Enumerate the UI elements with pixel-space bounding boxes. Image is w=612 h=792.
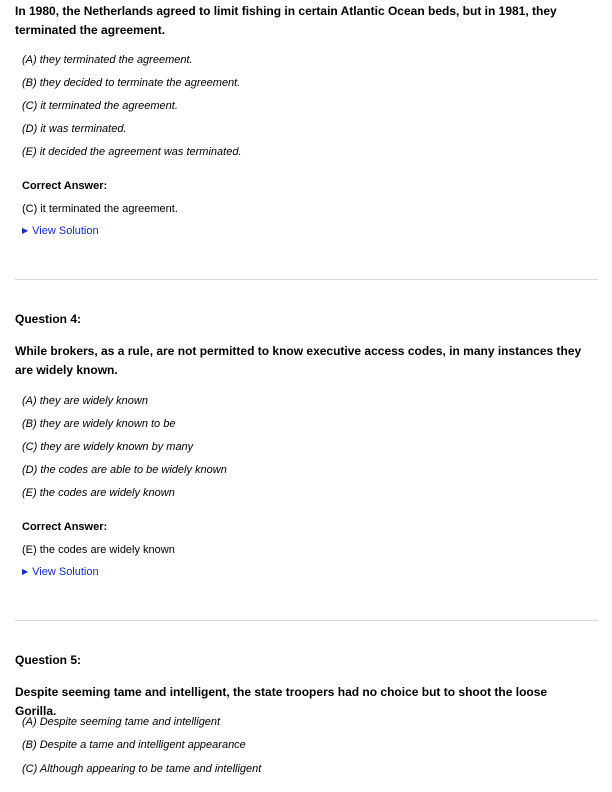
question-4-stem: While brokers, as a rule, are not permitted to know executive access codes, in many instances they are widely known. bbox=[15, 344, 582, 377]
question-4-label: Question 4: bbox=[15, 312, 82, 326]
question-3-option-a: (A) they terminated the agreement. bbox=[22, 54, 193, 66]
triangle-right-icon: ▶ bbox=[22, 567, 29, 576]
question-4-option-e: (E) the codes are widely known bbox=[22, 487, 175, 499]
divider bbox=[15, 620, 598, 621]
question-3-option-e: (E) it decided the agreement was terminated. bbox=[22, 146, 242, 158]
question-5-option-b: (B) Despite a tame and intelligent appearance bbox=[22, 739, 246, 751]
question-4-option-c: (C) they are widely known by many bbox=[22, 441, 194, 453]
question-3-option-b: (B) they decided to terminate the agreement. bbox=[22, 77, 241, 89]
question-3-correct-answer-label: Correct Answer: bbox=[22, 180, 108, 192]
divider bbox=[15, 279, 598, 280]
triangle-right-icon: ▶ bbox=[22, 226, 29, 235]
question-3-correct-answer-value: (C) it terminated the agreement. bbox=[22, 203, 178, 215]
question-5-option-c: (C) Although appearing to be tame and intelligent bbox=[22, 763, 262, 775]
question-4-option-b: (B) they are widely known to be bbox=[22, 418, 176, 430]
question-3-option-c: (C) it terminated the agreement. bbox=[22, 100, 178, 112]
question-3-option-d: (D) it was terminated. bbox=[22, 123, 127, 135]
question-5-label: Question 5: bbox=[15, 653, 82, 667]
question-4-correct-answer-value: (E) the codes are widely known bbox=[22, 544, 175, 556]
question-4-correct-answer-label: Correct Answer: bbox=[22, 521, 108, 533]
question-3-view-solution-link[interactable] bbox=[22, 224, 99, 238]
question-4-option-d: (D) the codes are able to be widely known bbox=[22, 464, 227, 476]
question-4-view-solution-link[interactable] bbox=[22, 565, 99, 579]
question-5-stem: Despite seeming tame and intelligent, the state troopers had no choice but to shoot the loose Gorilla. bbox=[15, 685, 548, 718]
question-5-option-a: (A) Despite seeming tame and intelligent bbox=[22, 716, 221, 728]
question-3-stem: In 1980, the Netherlands agreed to limit fishing in certain Atlantic Ocean beds, but in 1981, they terminated the agreement. bbox=[15, 4, 557, 37]
view-solution-label: View Solution bbox=[32, 225, 99, 237]
question-4-option-a: (A) they are widely known bbox=[22, 395, 148, 407]
view-solution-label: View Solution bbox=[32, 566, 99, 578]
